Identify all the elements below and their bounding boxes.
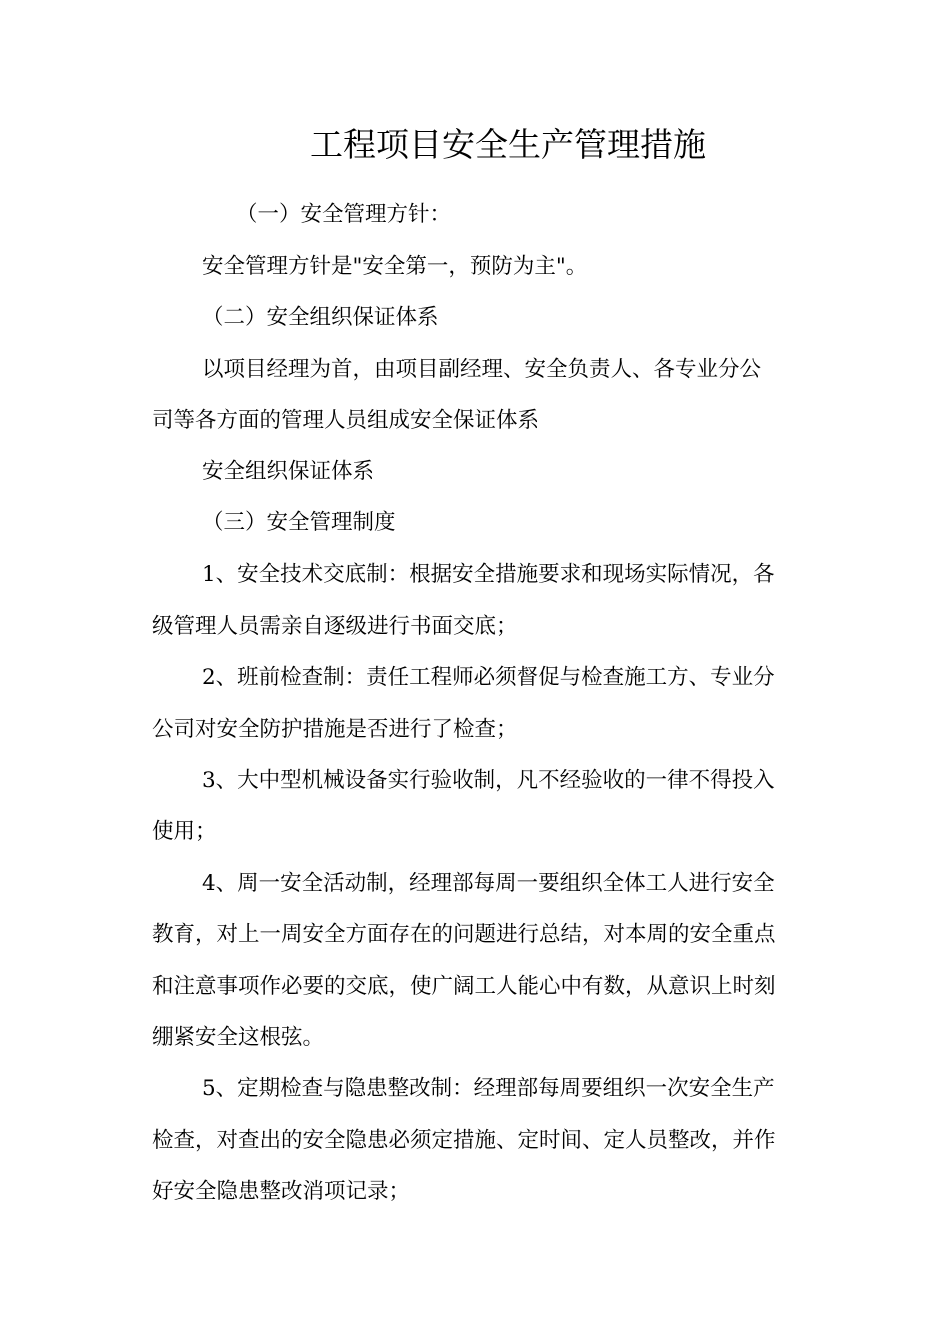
- list-item-line: 使用；: [152, 819, 217, 844]
- paragraph-line: 以项目经理为首，由项目副经理、安全负责人、各专业分公: [202, 357, 762, 382]
- list-item-line: 绷紧安全这根弦。: [152, 1025, 325, 1050]
- paragraph-line: 安全管理方针是"安全第一，预防为主"。: [202, 254, 588, 279]
- document-title: 工程项目安全生产管理措施: [310, 125, 706, 164]
- paragraph-line: 安全组织保证体系: [202, 459, 375, 484]
- list-item-line: 5、定期检查与隐患整改制：经理部每周要组织一次安全生产: [202, 1076, 775, 1101]
- section-heading-policy: （一）安全管理方针：: [236, 202, 452, 227]
- list-item-line: 好安全隐患整改消项记录；: [152, 1179, 411, 1204]
- list-item-line: 级管理人员需亲自逐级进行书面交底；: [152, 614, 518, 639]
- list-item-line: 1、安全技术交底制：根据安全措施要求和现场实际情况，各: [202, 562, 775, 587]
- section-heading-rules: （三）安全管理制度: [202, 510, 396, 535]
- list-item-line: 2、班前检查制：责任工程师必须督促与检查施工方、专业分: [202, 665, 775, 690]
- list-item-line: 教育，对上一周安全方面存在的问题进行总结，对本周的安全重点: [152, 922, 776, 947]
- list-item-line: 4、周一安全活动制，经理部每周一要组织全体工人进行安全: [202, 871, 775, 896]
- list-item-line: 公司对安全防护措施是否进行了检查；: [152, 717, 518, 742]
- list-item-line: 和注意事项作必要的交底，使广阔工人能心中有数，从意识上时刻: [152, 974, 776, 999]
- list-item-line: 检查，对查出的安全隐患必须定措施、定时间、定人员整改，并作: [152, 1128, 776, 1153]
- paragraph-line: 司等各方面的管理人员组成安全保证体系: [152, 408, 540, 433]
- section-heading-organization: （二）安全组织保证体系: [202, 305, 439, 330]
- list-item-line: 3、大中型机械设备实行验收制，凡不经验收的一律不得投入: [202, 768, 775, 793]
